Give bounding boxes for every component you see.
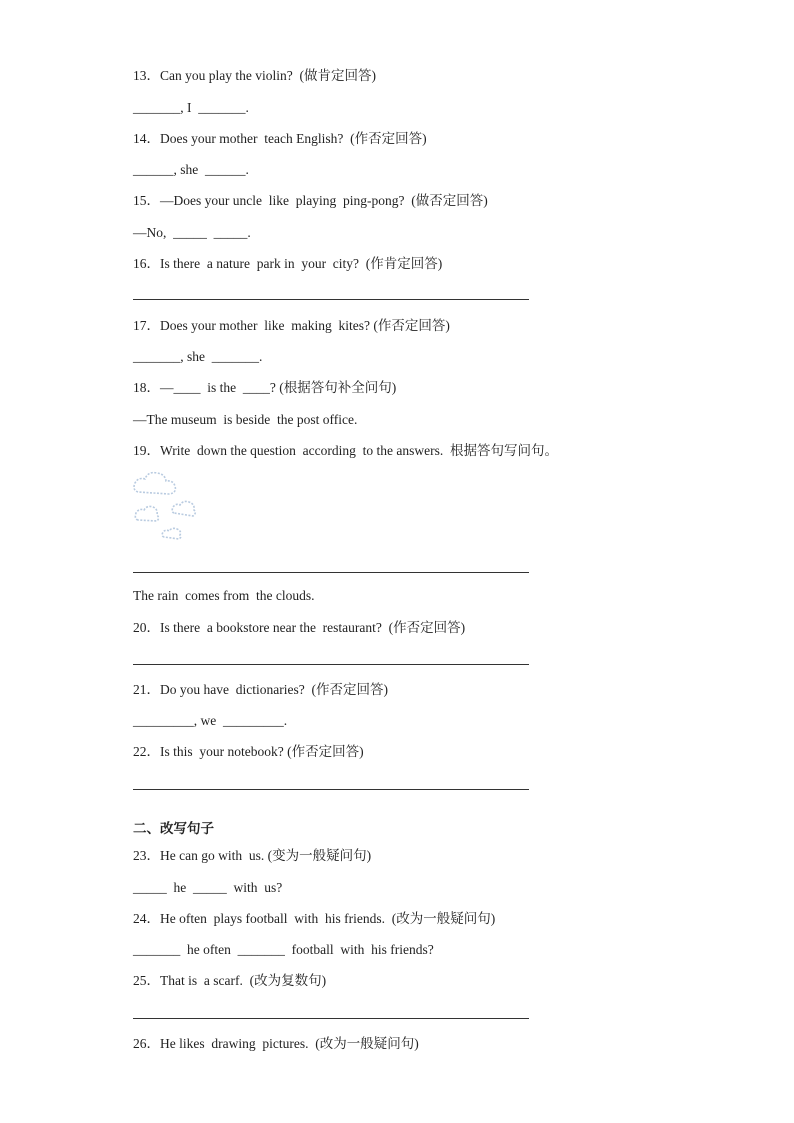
q22-text: 22．Is this your notebook? (作否定回答) [133,744,364,759]
q18-answer: —The museum is beside the post office. [133,412,358,427]
q13-text: 13．Can you play the violin? (做肯定回答) [133,68,376,83]
q16-answer-line[interactable] [133,299,529,300]
q15-answer[interactable]: —No, _____ _____. [133,225,251,240]
q16-text: 16．Is there a nature park in your city? (作肯定回答) [133,256,443,271]
q24-text: 24．He often plays football with his friends. (改为一般疑问句) [133,911,496,926]
q25-answer-line[interactable] [133,1018,529,1019]
q26-text: 26．He likes drawing pictures. (改为一般疑问句) [133,1036,419,1051]
q21-answer[interactable]: _________, we _________. [133,713,288,728]
q14-text: 14．Does your mother teach English? (作否定回答) [133,131,427,146]
q22-answer-line[interactable] [133,789,529,790]
q20-answer-line[interactable] [133,664,529,665]
q14-answer[interactable]: ______, she ______. [133,162,249,177]
section-heading: 二、改写句子 [133,821,214,837]
q17-answer[interactable]: _______, she _______. [133,349,263,364]
q18-text: 18．—____ is the ____? (根据答句补全问句) [133,380,397,395]
q24-answer[interactable]: _______ he often _______ football with his friends? [133,942,434,957]
q21-text: 21．Do you have dictionaries? (作否定回答) [133,682,388,697]
q17-text: 17．Does your mother like making kites? (作否定回答) [133,318,450,333]
q19-answer: The rain comes from the clouds. [133,588,315,603]
q23-text: 23．He can go with us. (变为一般疑问句) [133,848,372,863]
q15-text: 15．—Does your uncle like playing ping-pong? (做否定回答) [133,193,488,208]
q23-answer[interactable]: _____ he _____ with us? [133,880,283,895]
q20-text: 20．Is there a bookstore near the restaurant? (作否定回答) [133,620,466,635]
q19-answer-line[interactable] [133,572,529,573]
q19-text: 19．Write down the question according to the answers. 根据答句写问句。 [133,443,559,458]
q25-text: 25．That is a scarf. (改为复数句) [133,973,327,988]
clouds-icon [130,470,210,545]
q13-answer[interactable]: _______, I _______. [133,100,249,115]
